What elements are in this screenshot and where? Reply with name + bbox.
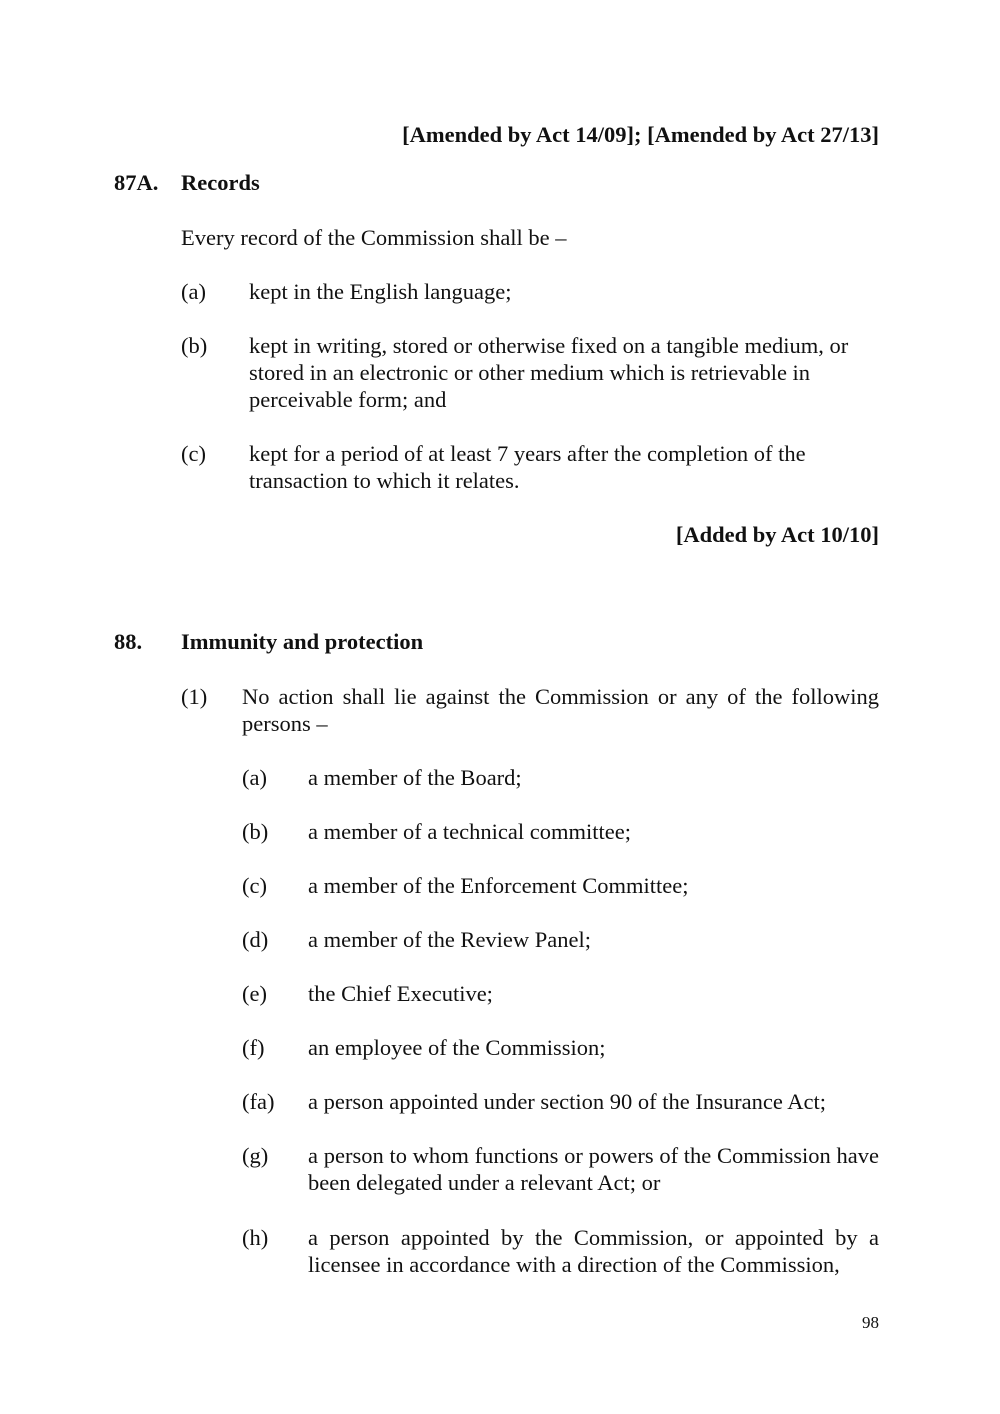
list-item-label: (b) — [181, 333, 208, 358]
list-item-text: kept in writing, stored or otherwise fixed on a tangible medium, or stored in an electronic or other medium which is retrievable in perceivable form; and — [249, 333, 849, 412]
section-87a-intro: Every record of the Commission shall be – — [181, 225, 567, 250]
list-item-label: (d) — [242, 927, 269, 952]
list-item-text: a member of the Review Panel; — [308, 927, 592, 952]
subsection-label: (1) — [181, 684, 208, 709]
list-item-text: a member of a technical committee; — [308, 819, 631, 844]
list-item-label: (c) — [242, 873, 267, 898]
list-item-label: (e) — [242, 981, 267, 1006]
list-item-label: (g) — [242, 1143, 269, 1168]
section-87a-amendment-note: [Added by Act 10/10] — [675, 522, 879, 547]
list-item-label: (a) — [181, 279, 206, 304]
list-item-text: a person appointed under section 90 of the Insurance Act; — [308, 1089, 826, 1114]
list-item-text: kept for a period of at least 7 years after the completion of the transaction to which it relates. — [249, 441, 806, 493]
list-item-label: (b) — [242, 819, 269, 844]
list-item-text: the Chief Executive; — [308, 981, 493, 1006]
list-item-text: a person to whom functions or powers of the Commission have been delegated under a relevant Act; or — [308, 1143, 879, 1195]
header-amendment-note: [Amended by Act 14/09]; [Amended by Act 27/13] — [402, 122, 879, 147]
page-number: 98 — [862, 1313, 879, 1332]
list-item-label: (fa) — [242, 1089, 275, 1114]
section-87a-title: Records — [181, 170, 260, 195]
section-87a-number: 87A. — [114, 170, 159, 195]
list-item-text: a member of the Board; — [308, 765, 522, 790]
section-88-title: Immunity and protection — [181, 629, 424, 654]
subsection-text: No action shall lie against the Commission or any of the following persons – — [242, 684, 879, 736]
section-88-number: 88. — [114, 629, 143, 654]
list-item-label: (f) — [242, 1035, 265, 1060]
list-item-text: a member of the Enforcement Committee; — [308, 873, 689, 898]
list-item-text: an employee of the Commission; — [308, 1035, 606, 1060]
list-item-text: a person appointed by the Commission, or appointed by a licensee in accordance with a direction of the Commission, — [308, 1225, 879, 1277]
list-item-label: (a) — [242, 765, 267, 790]
list-item-label: (c) — [181, 441, 206, 466]
list-item-text: kept in the English language; — [249, 279, 512, 304]
list-item-label: (h) — [242, 1225, 269, 1250]
